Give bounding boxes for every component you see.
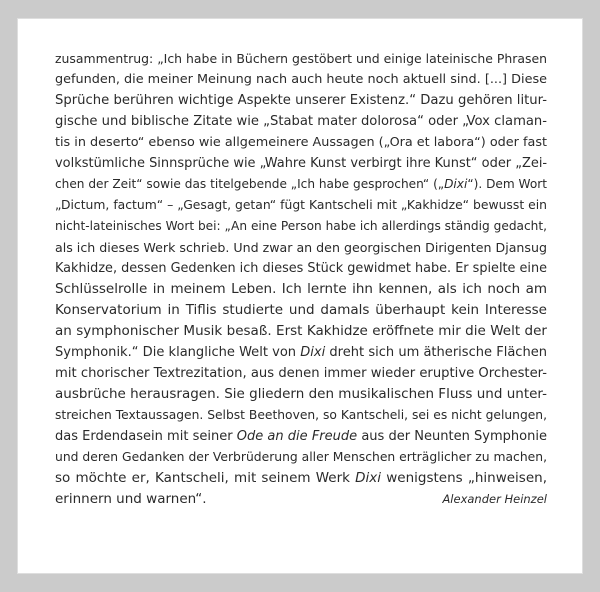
text-segment: Sprüche berühren wichtige Aspekte unserer Existenz.“ Dazu gehören litur- [55,93,547,108]
text-segment: chen der Zeit“ sowie das titelgebende „Ich habe gesprochen“ („ [55,177,445,191]
text-segment: gefunden, die meiner Meinung nach auch heute noch aktuell sind. [...] Diese [55,72,547,87]
text-line [55,489,547,510]
text-segment: wenigstens „hinweisen, [381,470,547,486]
text-segment: “). Dem Wort [467,177,547,191]
text-segment: ausbrüche herausragen. Sie gliedern den musikalischen Fluss und unter- [55,386,547,402]
text-segment: erinnern und warnen“. [55,491,207,507]
text-segment: und deren Gedanken der Verbrüderung aller Menschen erträglicher zu machen, [55,450,547,464]
text-segment: als ich dieses Werk schrieb. Und zwar an den georgischen Dirigenten Djansug [55,240,547,255]
text-line [55,321,547,342]
text-line [55,90,547,111]
text-segment: das Erdendasein mit seiner [55,429,237,444]
text-segment: zusammentrug: „Ich habe in Büchern gestöbert und einige lateinische Phrasen [55,51,547,66]
text-line [55,342,547,363]
text-line [55,258,547,279]
text-line [55,363,547,384]
italic-title: Dixi [355,470,382,486]
text-segment: dreht sich um ätherische Flächen [325,345,547,360]
text-line [55,405,547,426]
text-segment: Symphonik.“ Die klangliche Welt von [55,345,301,360]
text-line [55,300,547,321]
article-text [55,48,547,510]
text-segment: aus der Neunten Symphonie [357,429,547,444]
text-line [55,216,547,237]
text-line [55,279,547,300]
text-segment: volkstümliche Sinnsprüche wie „Wahre Kunst verbirgt ihre Kunst“ oder „Zei- [55,156,547,171]
text-segment: tis in deserto“ ebenso wie allgemeinere Aussagen („Ora et labora“) oder fast [55,135,547,150]
text-segment: so möchte er, Kantscheli, mit seinem Werk [55,470,356,486]
text-line [55,153,547,174]
text-segment: Kakhidze, dessen Gedenken ich dieses Stück gewidmet habe. Er spielte eine [55,261,547,276]
text-segment: an symphonischer Musik besaß. Erst Kakhidze eröffnete mir die Welt der [55,323,547,339]
text-segment: „Dictum, factum“ – „Gesagt, getan“ fügt Kantscheli mit „Kakhidze“ bewusst ein [55,198,547,212]
text-segment: gische und biblische Zitate wie „Stabat mater dolorosa“ oder „Vox claman- [55,114,547,129]
italic-title: Ode an die Freude [236,429,358,444]
text-segment: streichen Textaussagen. Selbst Beethoven, so Kantscheli, sei es nicht gelungen, [55,408,547,422]
text-line [55,48,547,69]
booklet-page [17,18,583,574]
text-line [55,69,547,90]
italic-title: Dixi [444,177,468,191]
text-line [55,237,547,258]
text-line [55,111,547,132]
text-segment: mit chorischer Textrezitation, aus denen immer wieder eruptive Orchester- [55,366,547,381]
text-line [55,132,547,153]
italic-title: Dixi [300,345,326,360]
text-line [55,195,547,216]
text-segment: Schlüsselrolle in meinem Leben. Ich lernte ihn kennen, als ich noch am [55,281,547,297]
text-line [55,447,547,468]
text-line [55,174,547,195]
text-segment: nicht-lateinisches Wort bei: „An eine Person habe ich allerdings ständig gedacht, [55,219,547,233]
author-signature: Alexander Heinzel [442,492,547,506]
text-segment: Konservatorium in Tiflis studierte und damals überhaupt kein Interesse [55,302,547,318]
text-line [55,426,547,447]
text-line [55,468,547,489]
text-line [55,384,547,405]
